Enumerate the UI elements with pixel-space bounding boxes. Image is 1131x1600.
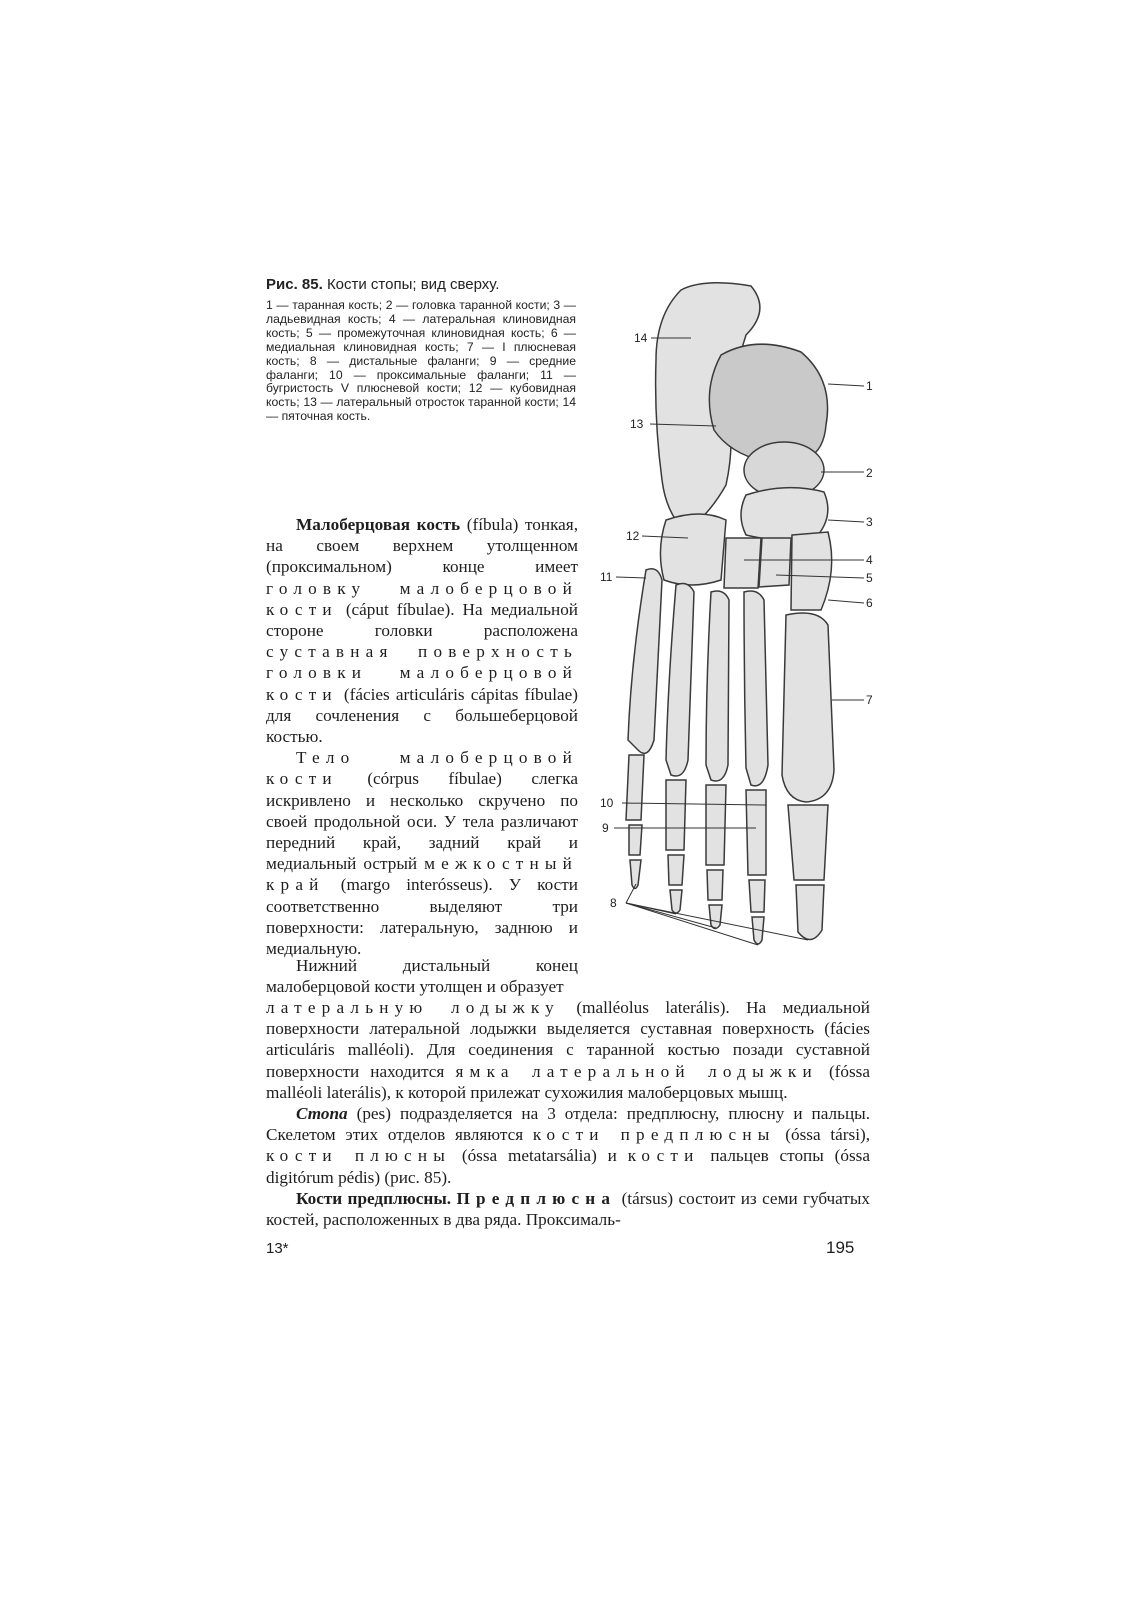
p3-spaced-2: ямка латеральной лодыжки — [455, 1061, 818, 1081]
distal-phalanx-3 — [709, 905, 722, 929]
heading-tarsus: Кости предплюсны. — [296, 1188, 452, 1208]
p4-text-b: (óssa társi), — [775, 1125, 870, 1145]
caption-fig-title: Кости стопы; вид сверху. — [326, 276, 500, 293]
fig-label-11: 11 — [600, 570, 613, 584]
p2-spaced-1: Тело малоберцовой кости — [266, 748, 578, 789]
leader-line-3 — [828, 520, 864, 522]
leader-line-8a — [626, 884, 636, 903]
caption-legend: 1 — таранная кость; 2 — головка таранной кости; 3 — ладьевидная кость; 4 — латеральная клиновидная кость; 5 — промежуточная клиновидная кость; 6 — медиальная клиновидная кость; 7 — I плюсневая кость; 8 — дистальные фаланги; 9 — средние фаланги; 10 — проксимальные фаланги; 11 — бугристость V плюсневой кости; 12 — кубовидная кость; 13 — латеральный отросток таранной кости; 14 — пяточная кость. — [266, 298, 576, 424]
middle-phalanx-4 — [668, 855, 684, 885]
leader-line-6 — [828, 600, 864, 603]
p1-text-c: (fácies articuláris cápitas fíbulae) для сочленения с большеберцовой костью. — [266, 684, 578, 747]
paragraph-lower-end-cont — [266, 997, 870, 1103]
cuboid-bone — [660, 514, 726, 585]
fig-label-1: 1 — [866, 379, 873, 393]
fig-label-12: 12 — [626, 529, 640, 543]
medial-cuneiform — [791, 532, 832, 610]
paragraph-fibula — [266, 514, 578, 747]
p4-spaced-3: кости — [627, 1146, 700, 1166]
distal-phalanx-4 — [670, 890, 682, 913]
lateral-cuneiform — [724, 538, 761, 588]
full-width-text-2 — [266, 997, 870, 1230]
figure-caption — [266, 276, 576, 424]
fig-label-14: 14 — [634, 331, 648, 345]
p2-text-a: (córpus fíbulae) слегка искривлено и несколько скручено по своей продольной оси. У тела различают передний край, задний край и медиальный острый — [266, 769, 578, 874]
p4-spaced-2: кости плюсны — [266, 1146, 451, 1166]
distal-phalanx-1 — [796, 885, 824, 940]
narrow-column-text — [266, 514, 578, 959]
fig-label-10: 10 — [600, 796, 614, 810]
metatarsal-1 — [782, 613, 834, 802]
p1-text-a: (fíbula) тонкая, на своем верхнем утолщенном (проксимальном) конце имеет — [266, 515, 578, 577]
fig-label-4: 4 — [866, 553, 873, 567]
proximal-phalanx-4 — [666, 780, 686, 850]
p1-spaced-1: головку малоберцовой кости — [266, 578, 578, 619]
full-width-text — [266, 955, 870, 997]
middle-phalanx-2 — [749, 880, 765, 912]
p3-text-a: Нижний дистальный конец малоберцовой кости утолщен и образует — [266, 956, 578, 997]
foot-bones-figure — [596, 280, 876, 980]
fig-label-3: 3 — [866, 515, 873, 529]
leader-line-8d — [626, 903, 758, 945]
proximal-phalanx-1 — [788, 805, 828, 880]
paragraph-fibula-body — [266, 747, 578, 959]
leader-line-1 — [828, 384, 864, 386]
p2-spaced-2: межкостный край — [266, 854, 578, 895]
fig-label-9: 9 — [602, 821, 609, 835]
p4-spaced-1: кости предплюсны — [532, 1125, 776, 1145]
fig-label-13: 13 — [630, 417, 644, 431]
p1-text-b: (cáput fíbulae). На медиальной стороне головки расположена — [266, 599, 578, 641]
metatarsal-3 — [706, 591, 729, 781]
middle-phalanx-3 — [707, 870, 723, 900]
fig-label-5: 5 — [866, 571, 873, 585]
p2-text-b: (margo interósseus). У кости соответственно выделяют три поверхности: латеральную, заднюю и медиальную. — [266, 875, 578, 959]
p3-spaced-1: латеральную лодыжку — [266, 998, 560, 1017]
p5-text-a: (társus) состоит из семи губчатых костей, расположенных в два ряда. Проксималь- — [266, 1188, 871, 1230]
metatarsal-2 — [744, 591, 768, 786]
p5-spaced-1: Предплюсна — [456, 1188, 617, 1208]
heading-foot: Стопа — [296, 1104, 348, 1124]
signature-mark: 13* — [266, 1240, 289, 1257]
fig-label-2: 2 — [866, 466, 873, 480]
p3-text-b: (malléolus laterális). На медиальной поверхности латеральной лодыжки выделяется суставная поверхность (fácies articuláris malléoli). Для соединения с таранной костью позади суставной поверхности находится — [266, 998, 871, 1081]
fig-label-7: 7 — [866, 693, 873, 707]
leader-line-11 — [616, 577, 646, 578]
heading-fibula: Малоберцовая кость — [296, 515, 461, 534]
leader-line-10 — [622, 803, 766, 805]
metatarsal-5 — [628, 569, 662, 754]
proximal-phalanx-5 — [626, 755, 644, 820]
intermediate-cuneiform — [759, 538, 791, 587]
paragraph-lower-end — [266, 955, 578, 997]
proximal-phalanx-3 — [706, 785, 726, 865]
middle-phalanx-5 — [629, 825, 642, 855]
fig-label-6: 6 — [866, 596, 873, 610]
p4-text-d: пальцев стопы (óssa digitórum pédis) (рис. 85). — [266, 1146, 870, 1187]
caption-fig-label: Рис. 85. — [266, 276, 323, 293]
p3-text-c: (fóssa malléoli laterális), к которой прилежат сухожилия малоберцовых мышц. — [266, 1061, 870, 1102]
metatarsal-4 — [666, 584, 694, 776]
caption-title — [266, 276, 576, 293]
paragraph-tarsus — [266, 1188, 870, 1230]
navicular-bone — [741, 488, 828, 540]
proximal-phalanx-2 — [746, 790, 766, 875]
page-number: 195 — [826, 1238, 855, 1257]
foot-bones-illustration — [596, 280, 876, 980]
p4-text-a: (pes) подразделяется на 3 отдела: предплюсну, плюсну и пальцы. Скелетом этих отделов являются — [266, 1104, 870, 1145]
p4-text-c: (óssa metatarsália) и — [451, 1146, 628, 1166]
fig-label-8: 8 — [610, 896, 617, 910]
paragraph-foot — [266, 1103, 870, 1188]
p1-spaced-2: суставная поверхность головки малоберцовой кости — [266, 642, 578, 704]
